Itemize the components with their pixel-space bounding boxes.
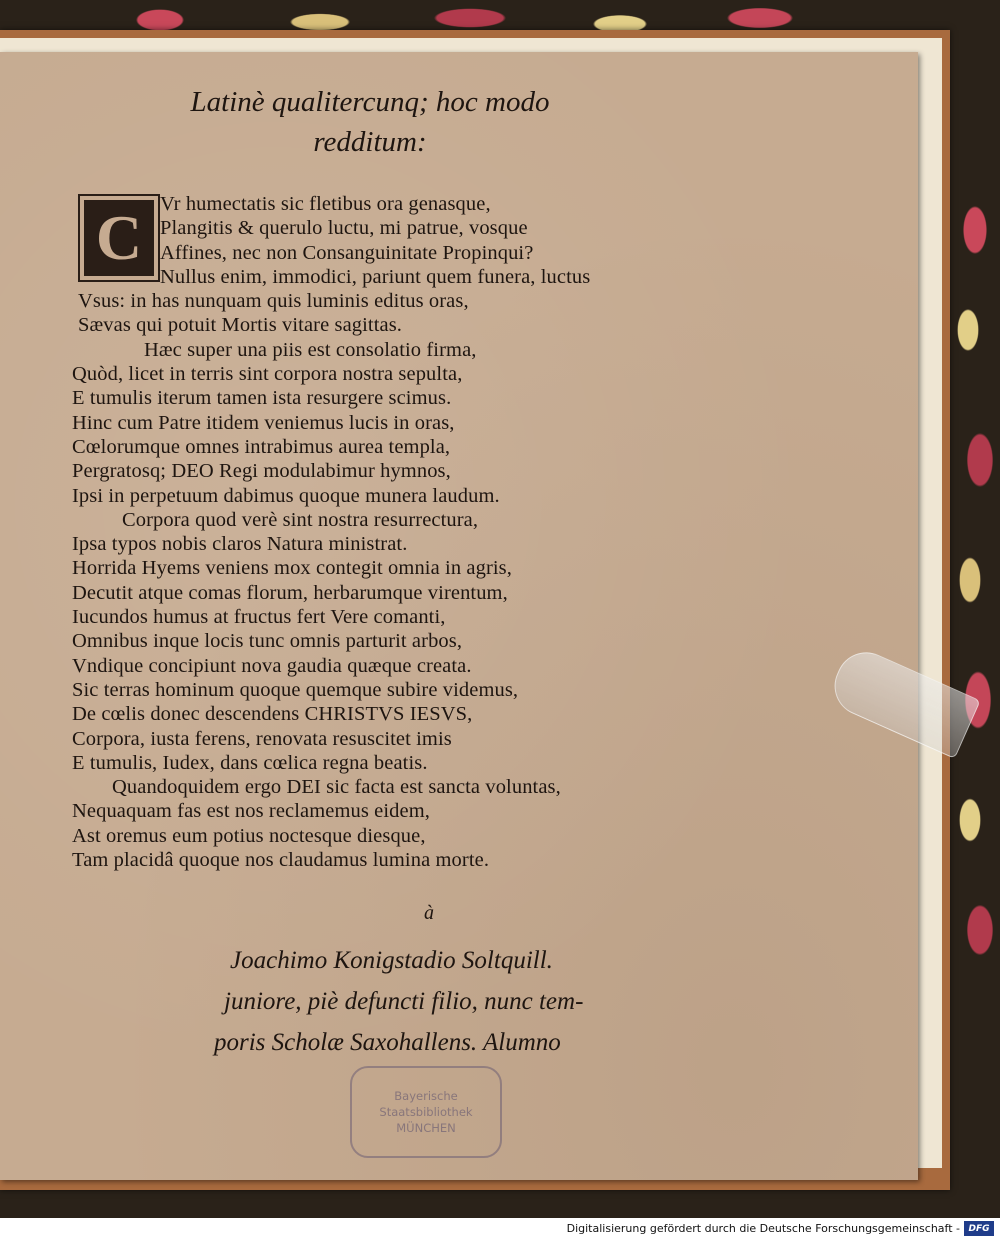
poem-line: Tam placidâ quoque nos claudamus lumina morte. [72, 849, 490, 872]
poem-line: Nequaquam fas est nos reclamemus eidem, [72, 800, 430, 823]
author-preposition: à [424, 902, 434, 924]
poem-line: Quandoquidem ergo DEI sic facta est sancta voluntas, [112, 776, 561, 799]
poem-line: Affines, nec non Consanguinitate Propinqui? [160, 241, 534, 264]
poem-line: Hinc cum Patre itidem veniemus lucis in oras, [72, 411, 455, 434]
heading-line-2: redditum: [313, 126, 427, 158]
poem-line: Vsus: in has nunquam quis luminis editus oras, [78, 290, 469, 313]
poem-line: Sic terras hominum quoque quemque subire videmus, [72, 678, 519, 701]
poem-text [72, 192, 692, 872]
dfg-logo-icon: DFG [964, 1221, 994, 1236]
poem-line: De cœlis donec descendens CHRISTVS IESVS, [72, 703, 473, 726]
author-line-2: juniore, piè defuncti filio, nunc tem- [224, 988, 584, 1015]
poem-line: Pergratosq; DEO Regi modulabimur hymnos, [72, 460, 451, 483]
poem-line: Horrida Hyems veniens mox contegit omnia in agris, [72, 557, 512, 580]
poem-line: Nullus enim, immodici, pariunt quem funera, luctus [160, 265, 591, 288]
drop-cap-initial: C [78, 194, 160, 282]
poem-line: Sævas qui potuit Mortis vitare sagittas. [78, 314, 403, 337]
author-line-1: Joachimo Konigstadio Soltquill. [230, 947, 553, 974]
author-line-3: poris Scholæ Saxohallens. Alumno [214, 1029, 561, 1056]
page-heading [150, 82, 590, 162]
poem-line: E tumulis, Iudex, dans cœlica regna beatis. [72, 751, 428, 774]
footer-bar [0, 1218, 1000, 1240]
poem-line: Vndique concipiunt nova gaudia quæque creata. [72, 654, 472, 677]
funding-notice: Digitalisierung gefördert durch die Deutsche Forschungsgemeinschaft - [566, 1222, 960, 1235]
poem-line: Hæc super una piis est consolatio firma, [144, 338, 477, 361]
poem-line: Plangitis & querulo luctu, mi patrue, vosque [160, 217, 528, 240]
stamp-line-3: MÜNCHEN [396, 1121, 456, 1135]
poem-line: Ipsi in perpetuum dabimus quoque munera laudum. [72, 484, 500, 507]
author-attribution [200, 940, 680, 1063]
stamp-line-1: Bayerische [394, 1089, 458, 1103]
poem-line: Cœlorumque omnes intrabimus aurea templa, [72, 435, 451, 458]
poem-line: Decutit atque comas florum, herbarumque virentum, [72, 581, 508, 604]
heading-line-1: Latinè qualitercunq; hoc modo [190, 86, 550, 118]
poem-line: Omnibus inque locis tunc omnis parturit arbos, [72, 630, 463, 653]
poem-line: E tumulis iterum tamen ista resurgere scimus. [72, 387, 452, 410]
poem-line: Corpora, iusta ferens, renovata resuscitet imis [72, 727, 452, 750]
poem-line: Ipsa typos nobis claros Natura ministrat. [72, 533, 408, 556]
poem-line: Quòd, licet in terris sint corpora nostra sepulta, [72, 363, 463, 386]
poem-line: Vr humectatis sic fletibus ora genasque, [160, 193, 491, 215]
library-stamp [350, 1066, 502, 1158]
stamp-line-2: Staatsbibliothek [379, 1105, 473, 1119]
poem-line: Ast oremus eum potius noctesque diesque, [72, 824, 426, 847]
poem-line: Corpora quod verè sint nostra resurrectura, [122, 508, 479, 531]
poem-line: Iucundos humus at fructus fert Vere comanti, [72, 606, 446, 629]
